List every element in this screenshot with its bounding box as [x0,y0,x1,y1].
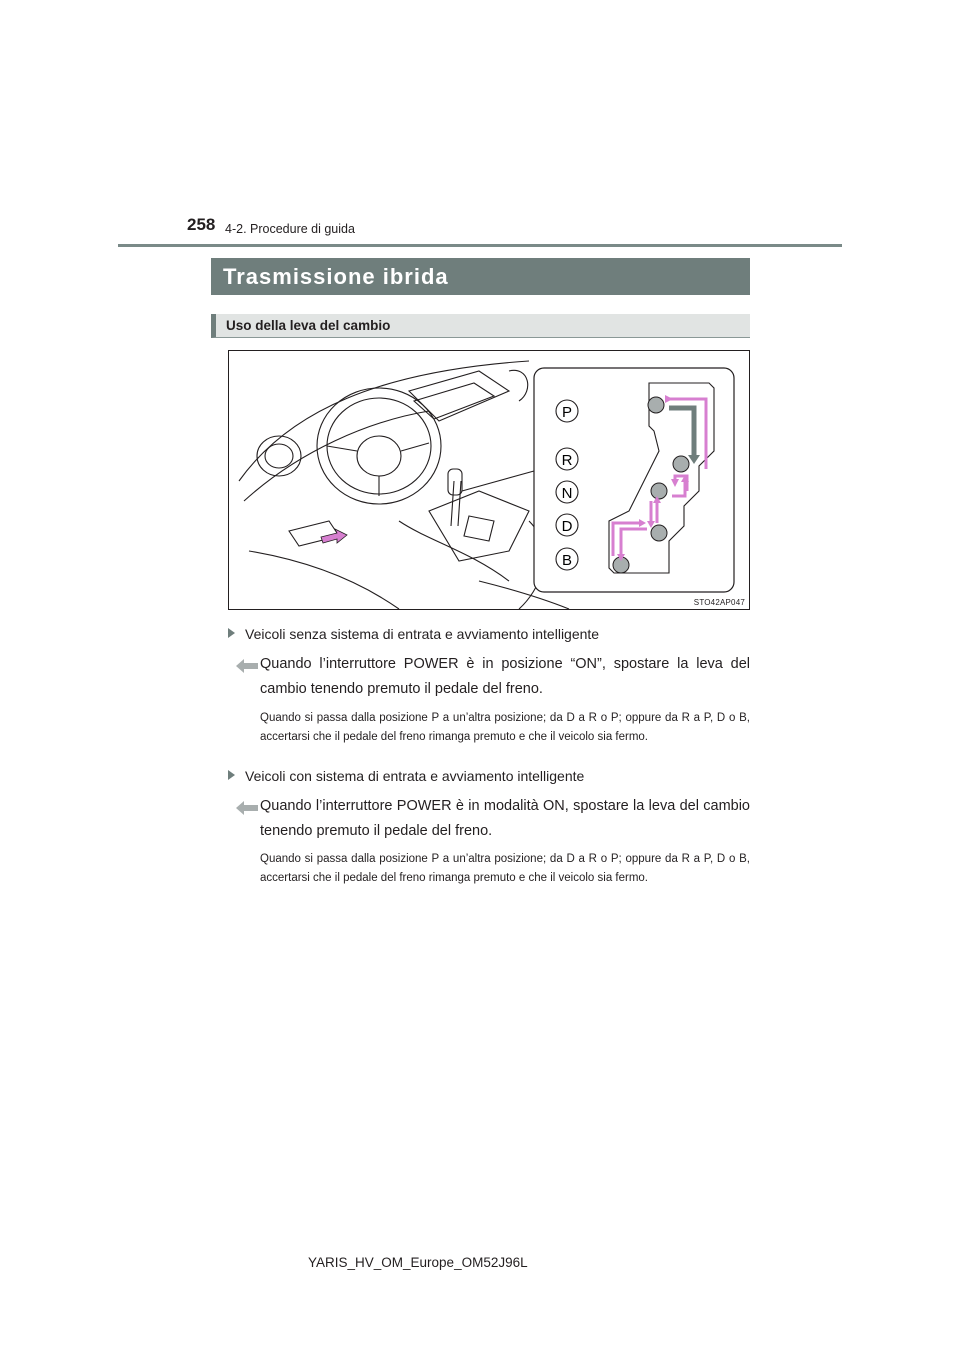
block-1-note: Quando si passa dalla posizione P a un’altra posizione; da D a R o P; oppure da R a P, D o B, accertarsi che il pedale del freno rimanga premuto e che il veicolo sia fermo. [260,712,750,743]
figure-code: STO42AP047 [693,598,745,607]
svg-text:D: D [561,518,573,535]
page-number: 258 [187,215,216,234]
svg-text:N: N [561,485,573,502]
instruction-arrow-icon [236,801,258,815]
svg-text:B: B [561,552,573,569]
triangle-bullet-icon [228,628,235,638]
section-header: 4-2. Procedure di guida [225,222,355,236]
shift-pattern [229,351,749,609]
block-2-note: Quando si passa dalla posizione P a un’altra posizione; da D a R o P; oppure da R a P, D o B, accertarsi che il pedale del freno rimanga premuto e che il veicolo sia fermo. [260,853,750,884]
page-title: Trasmissione ibrida [211,258,750,295]
position-label-b [556,548,578,570]
knob-n [651,483,667,499]
knob-r [673,456,689,472]
block-1-heading: Veicoli senza sistema di entrata e avviamento intelligente [245,626,600,642]
header-rule [118,244,842,247]
knob-p [648,397,664,413]
block-2-heading: Veicoli con sistema di entrata e avviamento intelligente [245,768,585,784]
block-1-text: Quando l’interruttore POWER è in posizione “ON”, spostare la leva del cambio tenendo premuto il pedale del freno. [260,656,750,697]
position-label-r [556,448,578,470]
svg-text:P: P [561,404,573,421]
knob-d [651,525,667,541]
block-1-heading-row [228,626,599,642]
block-2-text: Quando l’interruttore POWER è in modalità ON, spostare la leva del cambio tenendo premuto il pedale del freno. [260,798,750,839]
block-2-heading-row [228,768,584,784]
instruction-arrow-icon [236,659,258,673]
svg-text:R: R [561,452,573,469]
shift-lever-illustration [228,350,750,610]
position-label-p [556,400,578,422]
triangle-bullet-icon [228,770,235,780]
position-label-n [556,481,578,503]
position-label-d [556,514,578,536]
footer-doc-id: YARIS_HV_OM_Europe_OM52J96L [308,1255,528,1270]
section-subtitle: Uso della leva del cambio [211,314,750,338]
